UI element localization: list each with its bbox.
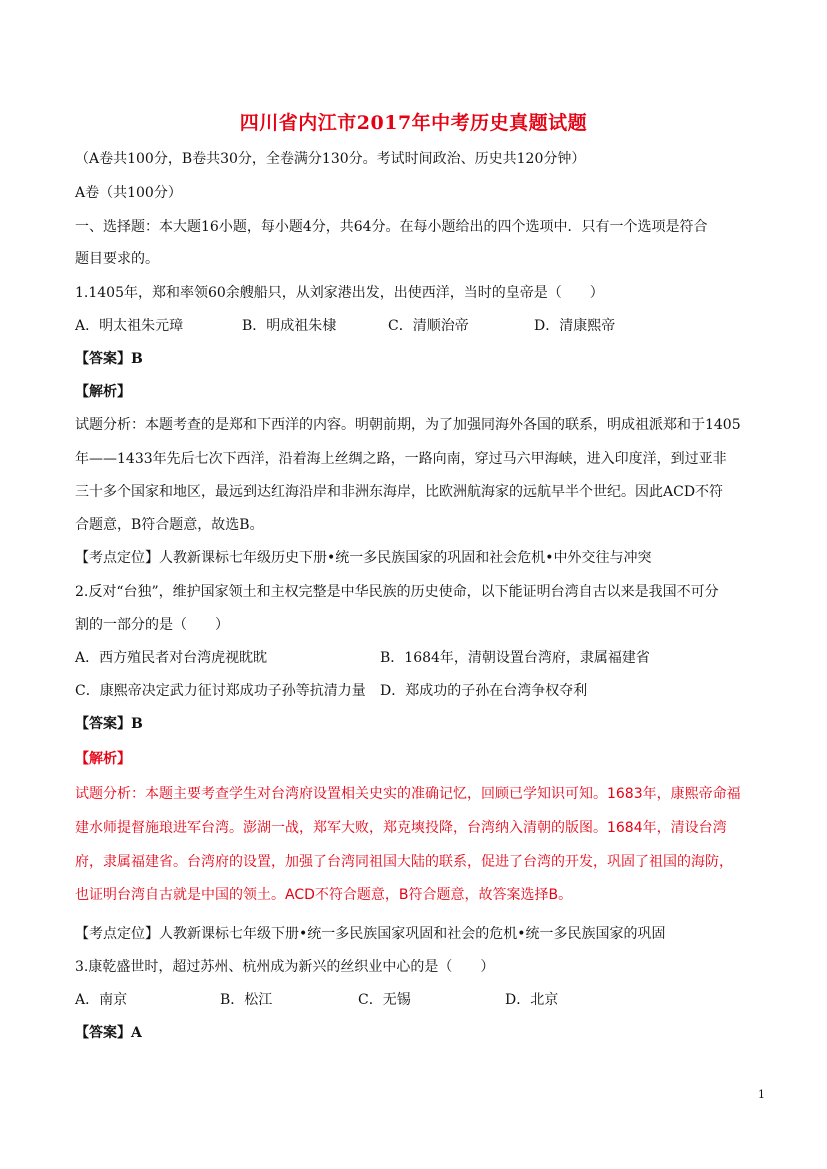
q3-option-d: D．北京: [505, 992, 559, 1008]
exam-info: （A卷共100分，B卷共30分，全卷满分130分。考试时间政治、历史共120分钟）: [75, 151, 586, 167]
q2-stem-line-2: 割的一部分的是（ ）: [75, 617, 229, 633]
q1-analysis-line: 试题分析：本题考查的是郑和下西洋的内容。明朝前期，为了加强同海外各国的联系，明成祖派郑和于1405: [75, 417, 741, 433]
instruction-line-1: 一、选择题：本大题16小题，每小题4分，共64分。在每小题给出的四个选项中．只有一个选项是符合: [75, 219, 708, 235]
q3-stem: 3.康乾盛世时，超过苏州、杭州成为新兴的丝织业中心的是（ ）: [75, 959, 495, 975]
q1-stem: 1.1405年，郑和率领60余艘船只，从刘家港出发，出使西洋，当时的皇帝是（ ）: [75, 285, 604, 301]
section-a-heading: A卷（共100分）: [75, 185, 182, 201]
q2-option-b: B．1684年，清朝设置台湾府，隶属福建省: [380, 650, 650, 666]
q1-analysis-label: 【解析】: [75, 384, 131, 400]
q2-location: 【考点定位】人教新课标七年级下册•统一多民族国家巩固和社会的危机•统一多民族国家的巩固: [75, 926, 666, 942]
q2-analysis-line: 也证明台湾自古就是中国的领土。ACD不符合题意，B符合题意，故答案选择B。: [75, 887, 573, 903]
q1-answer: 【答案】B: [75, 351, 143, 367]
q1-option-c: C．清顺治帝: [388, 318, 469, 334]
q1-option-b: B．明成祖朱棣: [242, 318, 337, 334]
q2-analysis-line: 建水师提督施琅进军台湾。澎湖一战，郑军大败，郑克塽投降，台湾纳入清朝的版图。1684年，清设台湾: [75, 820, 727, 836]
page-title: 四川省内江市2017年中考历史真题试题: [239, 112, 588, 134]
q1-analysis-line: 三十多个国家和地区，最远到达红海沿岸和非洲东海岸，比欧洲航海家的远航早半个世纪。因此ACD不符: [75, 484, 724, 500]
q2-analysis-line: 试题分析：本题主要考查学生对台湾府设置相关史实的准确记忆，回顾已学知识可知。1683年，康熙帝命福: [75, 786, 741, 802]
q2-option-d: D．郑成功的子孙在台湾争权夺利: [380, 683, 588, 699]
q1-analysis-line: 年——1433年先后七次下西洋，沿着海上丝绸之路，一路向南，穿过马六甲海峡，进入印度洋，到过亚非: [75, 451, 727, 467]
q1-option-d: D．清康熙帝: [534, 318, 616, 334]
instruction-line-2: 题目要求的。: [75, 251, 159, 267]
q3-option-b: B．松江: [220, 992, 273, 1008]
q2-stem-line-1: 2.反对“台独”，维护国家领土和主权完整是中华民族的历史使命，以下能证明台湾自古以来是我国不可分: [75, 584, 719, 600]
q2-option-c: C．康熙帝决定武力征讨郑成功子孙等抗清力量: [75, 683, 366, 699]
q1-option-a: A．明太祖朱元璋: [75, 318, 184, 334]
q3-option-c: C．无锡: [358, 992, 411, 1008]
q2-analysis-line: 府，隶属福建省。台湾府的设置，加强了台湾同祖国大陆的联系，促进了台湾的开发，巩固了祖国的海防，: [75, 854, 733, 870]
q2-option-a: A．西方殖民者对台湾虎视眈眈: [75, 650, 268, 666]
page-number: 1: [758, 1088, 765, 1101]
q1-location: 【考点定位】人教新课标七年级历史下册•统一多民族国家的巩固和社会危机•中外交往与冲突: [75, 550, 652, 566]
q1-analysis-line: 合题意，B符合题意，故选B。: [75, 517, 264, 533]
q2-analysis-label: 【解析】: [75, 751, 131, 767]
q3-answer: 【答案】A: [75, 1025, 142, 1041]
q2-answer: 【答案】B: [75, 716, 143, 732]
q3-option-a: A．南京: [75, 992, 128, 1008]
